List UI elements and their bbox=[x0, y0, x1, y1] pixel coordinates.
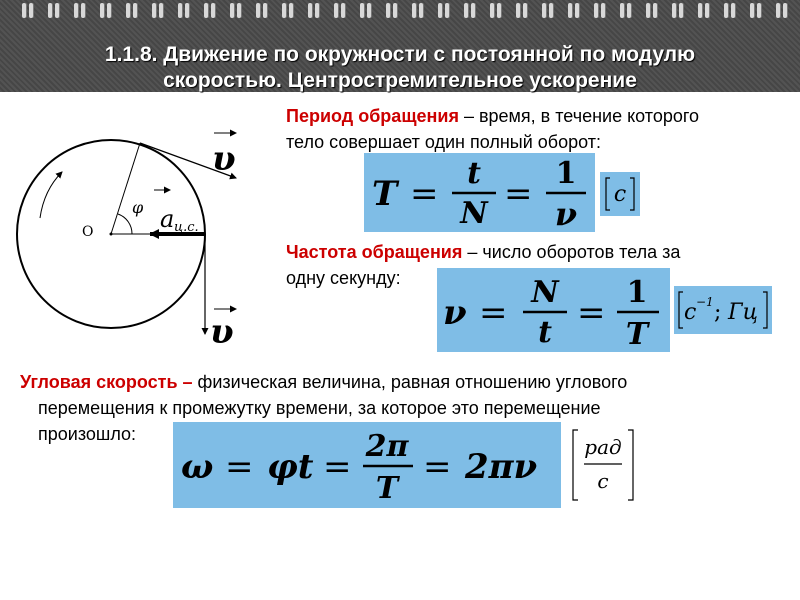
spiral-ring bbox=[438, 3, 442, 18]
spiral-ring bbox=[412, 3, 416, 18]
spiral-ring bbox=[237, 3, 241, 18]
spiral-ring bbox=[386, 3, 390, 18]
frequency-term: Частота обращения bbox=[286, 242, 463, 262]
frequency-unit-separator: ; bbox=[714, 300, 722, 325]
frequency-unit-left-bracket bbox=[679, 292, 683, 328]
spiral-ring bbox=[653, 3, 657, 18]
spiral-ring bbox=[367, 3, 371, 18]
frequency-formula-eq1: = bbox=[479, 293, 508, 333]
spiral-ring bbox=[646, 3, 650, 18]
spiral-ring bbox=[48, 3, 52, 18]
spiral-ring bbox=[315, 3, 319, 18]
angular-unit bbox=[568, 426, 638, 504]
angular-definition-line-1 bbox=[20, 370, 627, 394]
period-formula-box bbox=[364, 153, 595, 232]
spiral-ring bbox=[230, 3, 234, 18]
velocity-label-top: υ bbox=[212, 139, 236, 179]
velocity-label-bottom: υ bbox=[210, 312, 234, 352]
angular-definition-text: физическая величина, равная отношению углового bbox=[192, 372, 628, 392]
spiral-ring bbox=[55, 3, 59, 18]
header-banner bbox=[0, 0, 800, 92]
spiral-ring bbox=[575, 3, 579, 18]
angular-unit-num: рад bbox=[584, 435, 622, 459]
spiral-ring bbox=[100, 3, 104, 18]
frequency-definition-text: – число оборотов тела за bbox=[462, 242, 681, 262]
frequency-formula-eq2: = bbox=[577, 293, 606, 333]
spiral-ring bbox=[750, 3, 754, 18]
circular-motion-diagram bbox=[0, 92, 270, 372]
period-definition-line-1 bbox=[286, 104, 699, 128]
spiral-ring bbox=[256, 3, 260, 18]
spiral-ring bbox=[679, 3, 683, 18]
period-formula-num2: 1 bbox=[555, 156, 577, 191]
angular-formula-lhs: ω bbox=[181, 447, 214, 487]
angular-formula-box bbox=[173, 422, 561, 508]
frequency-formula-lhs: ν bbox=[443, 293, 467, 333]
frequency-unit-base: с bbox=[684, 300, 697, 325]
angular-term: Угловая скорость – bbox=[20, 372, 193, 392]
angular-formula-rhs: 2πν bbox=[465, 447, 538, 487]
angular-formula-den: T bbox=[375, 471, 399, 506]
spiral-ring bbox=[282, 3, 286, 18]
spiral-ring bbox=[464, 3, 468, 18]
frequency-definition-line-1 bbox=[286, 240, 680, 264]
title-line-2: скоростью. Центростремительное ускорение bbox=[163, 69, 637, 92]
frequency-unit-box bbox=[674, 286, 772, 334]
spiral-ring bbox=[74, 3, 78, 18]
spiral-ring bbox=[263, 3, 267, 18]
spiral-ring bbox=[783, 3, 787, 18]
frequency-definition-line-2: одну секунду: bbox=[286, 268, 401, 288]
spiral-ring bbox=[549, 3, 553, 18]
spiral-ring bbox=[133, 3, 137, 18]
spiral-ring bbox=[542, 3, 546, 18]
spiral-ring bbox=[22, 3, 26, 18]
angular-formula-eq3: = bbox=[423, 447, 452, 487]
angle-label: φ bbox=[132, 198, 144, 217]
frequency-unit-right-bracket bbox=[763, 292, 767, 328]
spiral-ring bbox=[185, 3, 189, 18]
acceleration-subscript: ц.с. bbox=[174, 220, 199, 235]
spiral-ring bbox=[81, 3, 85, 18]
period-unit-right-bracket bbox=[630, 178, 634, 210]
period-definition-text: – время, в течение которого bbox=[458, 106, 700, 126]
spiral-ring bbox=[204, 3, 208, 18]
spiral-ring bbox=[698, 3, 702, 18]
frequency-formula-num1: N bbox=[531, 275, 559, 310]
spiral-ring bbox=[620, 3, 624, 18]
spiral-ring bbox=[178, 3, 182, 18]
spiral-ring bbox=[419, 3, 423, 18]
spiral-ring bbox=[289, 3, 293, 18]
center-point bbox=[110, 233, 113, 236]
spiral-ring bbox=[601, 3, 605, 18]
spiral-ring bbox=[497, 3, 501, 18]
radius-line-vertical bbox=[111, 143, 140, 234]
spiral-ring bbox=[308, 3, 312, 18]
spiral-ring bbox=[445, 3, 449, 18]
spiral-ring bbox=[731, 3, 735, 18]
frequency-formula-num2: 1 bbox=[626, 275, 648, 310]
spiral-ring bbox=[471, 3, 475, 18]
spiral-ring bbox=[627, 3, 631, 18]
page-title bbox=[0, 42, 800, 94]
spiral-ring bbox=[757, 3, 761, 18]
period-unit-left-bracket bbox=[606, 178, 610, 210]
period-formula-den2: ν bbox=[554, 195, 578, 232]
angular-unit-right-bracket bbox=[628, 430, 633, 500]
spiral-ring bbox=[594, 3, 598, 18]
angle-arc bbox=[118, 214, 132, 234]
spiral-ring bbox=[393, 3, 397, 18]
angular-unit-den: с bbox=[597, 469, 609, 493]
angular-formula-mid: φt bbox=[267, 447, 314, 487]
notebook-spiral bbox=[0, 0, 800, 20]
spiral-ring bbox=[334, 3, 338, 18]
spiral-ring bbox=[523, 3, 527, 18]
period-formula-lhs: T bbox=[372, 174, 398, 214]
angular-definition-line-3: произошло: bbox=[38, 424, 137, 444]
period-formula-eq2: = bbox=[504, 174, 533, 214]
spiral-ring bbox=[211, 3, 215, 18]
angular-unit-left-bracket bbox=[573, 430, 578, 500]
angular-formula-eq2: = bbox=[323, 447, 352, 487]
title-line-1: 1.1.8. Движение по окружности с постоянной по модулю bbox=[104, 43, 696, 66]
period-formula-den1: N bbox=[460, 196, 488, 231]
angular-formula-num: 2π bbox=[365, 429, 409, 464]
spiral-ring bbox=[672, 3, 676, 18]
frequency-formula-box bbox=[437, 268, 670, 352]
angular-definition-line-2: перемещения к промежутку времени, за которое это перемещение bbox=[38, 398, 601, 418]
spiral-ring bbox=[341, 3, 345, 18]
period-term: Период обращения bbox=[286, 106, 459, 126]
spiral-ring bbox=[126, 3, 130, 18]
angular-formula-eq1: = bbox=[225, 447, 254, 487]
spiral-ring bbox=[159, 3, 163, 18]
spiral-ring bbox=[152, 3, 156, 18]
spiral-ring bbox=[568, 3, 572, 18]
frequency-formula-den1: t bbox=[538, 315, 552, 350]
spiral-ring bbox=[724, 3, 728, 18]
spiral-ring bbox=[776, 3, 780, 18]
spiral-ring bbox=[360, 3, 364, 18]
period-unit-box bbox=[600, 172, 640, 216]
spiral-ring bbox=[29, 3, 33, 18]
spiral-ring bbox=[705, 3, 709, 18]
center-label: O bbox=[82, 224, 94, 240]
period-formula-num1: t bbox=[467, 156, 481, 191]
spiral-ring bbox=[516, 3, 520, 18]
period-definition-line-2: тело совершает один полный оборот: bbox=[286, 132, 601, 152]
spiral-ring bbox=[107, 3, 111, 18]
acceleration-label: a bbox=[160, 205, 175, 233]
frequency-unit-exponent: −1 bbox=[696, 295, 714, 309]
rotation-direction-arrow bbox=[40, 172, 62, 218]
period-unit: с bbox=[613, 182, 627, 207]
frequency-formula-den2: T bbox=[625, 317, 649, 352]
period-formula-eq1: = bbox=[410, 174, 439, 214]
spiral-ring bbox=[490, 3, 494, 18]
frequency-unit-alt: Гц bbox=[728, 300, 758, 325]
